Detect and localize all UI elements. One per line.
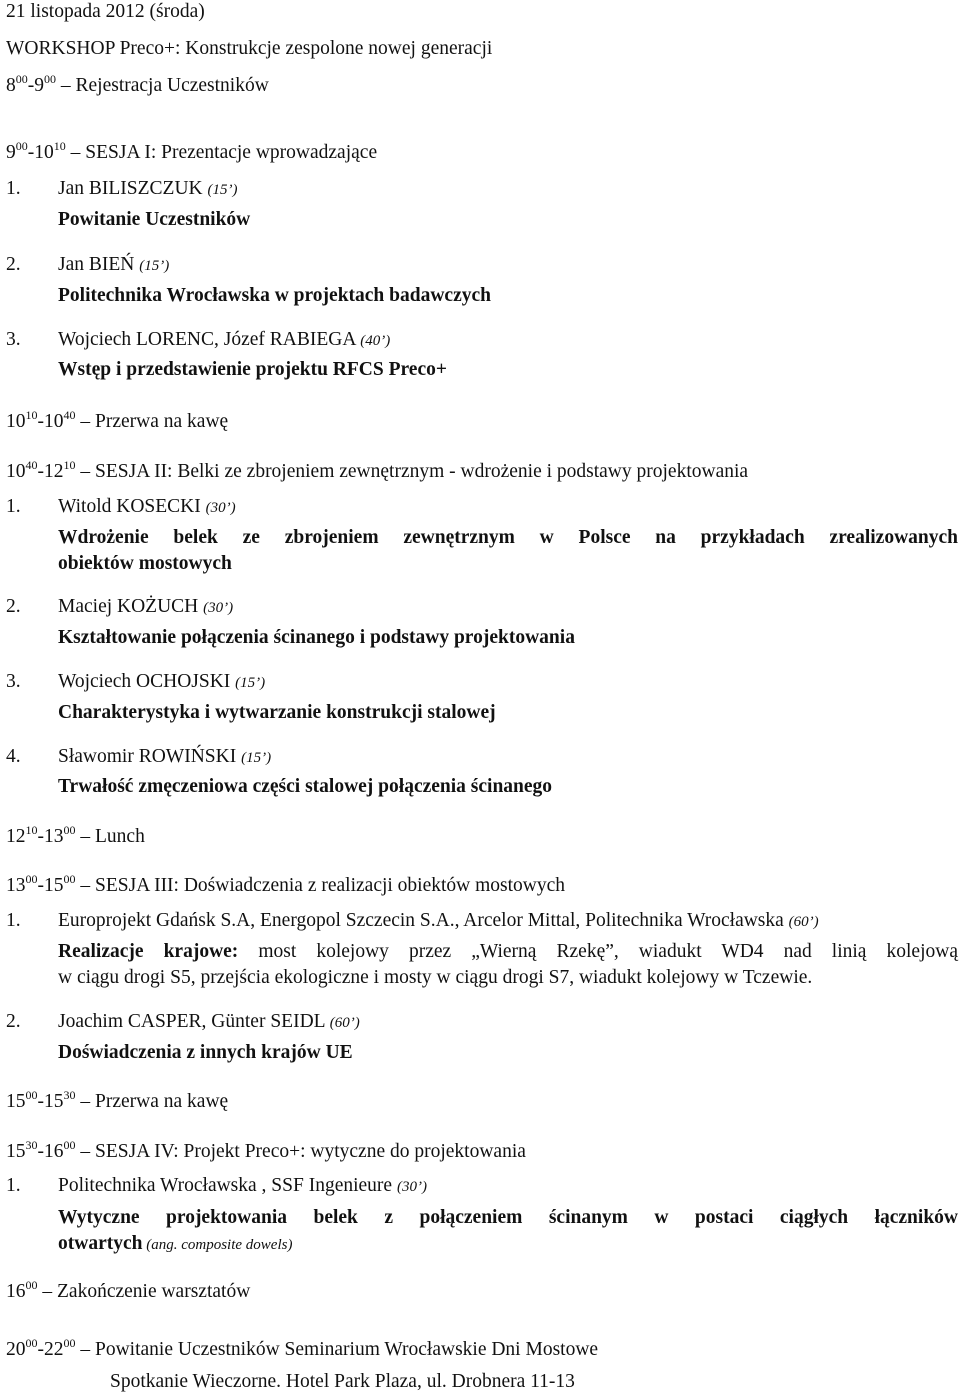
list-number: 4. bbox=[6, 746, 21, 767]
duration: (15’) bbox=[207, 182, 238, 198]
duration: (15’) bbox=[235, 675, 266, 691]
list-number: 3. bbox=[6, 671, 21, 692]
speaker-line: Jan BIEŃ (15’) bbox=[58, 254, 170, 275]
speaker-line: Sławomir ROWIŃSKI (15’) bbox=[58, 746, 272, 767]
list-number: 2. bbox=[6, 1011, 21, 1032]
duration: (15’) bbox=[139, 258, 170, 274]
session-2-label: SESJA II: Belki ze zbrojeniem zewnętrznym - wdrożenie i podstawy projektowania bbox=[95, 461, 749, 482]
registration-row: $8^{00}-9^{00}$ – Rejestracja Uczestników bbox=[6, 72, 269, 96]
talk-title: Kształtowanie połączenia ścinanego i podstawy projektowania bbox=[58, 627, 575, 648]
talk-title: Wdrożenie belek ze zbrojeniem zewnętrznym w Polsce na przykładach zrealizowanych bbox=[58, 527, 958, 548]
duration: (15’) bbox=[241, 750, 272, 766]
duration: (40’) bbox=[360, 333, 391, 349]
session-1-label: SESJA I: Prezentacje wprowadzające bbox=[85, 142, 378, 163]
coffee-break-1: $10^{10}-10^{40}$ – Przerwa na kawę bbox=[6, 408, 229, 432]
speaker-line: Joachim CASPER, Günter SEIDL (60’) bbox=[58, 1011, 360, 1032]
closing-row: $16^{00}$ – Zakończenie warsztatów bbox=[6, 1278, 251, 1302]
talk-title: Charakterystyka i wytwarzanie konstrukcji stalowej bbox=[58, 702, 496, 723]
note: (ang. composite dowels) bbox=[142, 1237, 293, 1253]
speaker-line: Maciej KOŻUCH (30’) bbox=[58, 596, 234, 617]
session-4-heading: $15^{30}-16^{00}$ – SESJA IV: Projekt Preco+: wytyczne do projektowania bbox=[6, 1138, 526, 1162]
list-number: 2. bbox=[6, 254, 21, 275]
speaker-line: Politechnika Wrocławska , SSF Ingenieure (30’) bbox=[58, 1175, 427, 1196]
lunch-row: $12^{10}-13^{00}$ – Lunch bbox=[6, 823, 145, 847]
list-number: 1. bbox=[6, 1175, 21, 1196]
talk-title: Powitanie Uczestników bbox=[58, 209, 251, 230]
talk-title-continued: otwartych (ang. composite dowels) bbox=[58, 1233, 293, 1254]
list-number: 2. bbox=[6, 596, 21, 617]
duration: (30’) bbox=[203, 600, 234, 616]
session-2-heading: $10^{40}-12^{10}$ – SESJA II: Belki ze zbrojeniem zewnętrznym - wdrożenie i podstawy projektowania bbox=[6, 458, 749, 482]
evening-row: $20^{00}-22^{00}$ – Powitanie Uczestników Seminarium Wrocławskie Dni Mostowe bbox=[6, 1336, 599, 1360]
session-3-heading: $13^{00}-15^{00}$ – SESJA III: Doświadczenia z realizacji obiektów mostowych bbox=[6, 872, 566, 896]
workshop-title: WORKSHOP Preco+: Konstrukcje zespolone nowej generacji bbox=[6, 38, 493, 59]
duration: (60’) bbox=[788, 914, 819, 930]
talk-title-continued: obiektów mostowych bbox=[58, 553, 232, 574]
speaker-line: Witold KOSECKI (30’) bbox=[58, 496, 236, 517]
list-number: 3. bbox=[6, 329, 21, 350]
list-number: 1. bbox=[6, 496, 21, 517]
list-number: 1. bbox=[6, 910, 21, 931]
speaker-line: Wojciech OCHOJSKI (15’) bbox=[58, 671, 266, 692]
coffee-break-2: $15^{00}-15^{30}$ – Przerwa na kawę bbox=[6, 1088, 229, 1112]
talk-title: Trwałość zmęczeniowa części stalowej połączenia ścinanego bbox=[58, 776, 553, 797]
registration-label: Rejestracja Uczestników bbox=[75, 75, 269, 96]
talk-description-continued: w ciągu drogi S5, przejścia ekologiczne i mosty w ciągu drogi S7, wiadukt kolejowy w Tczewie. bbox=[58, 967, 813, 988]
talk-title: Wytyczne projektowania belek z połączeniem ścinanym w postaci ciągłych łączników bbox=[58, 1207, 958, 1228]
speaker-line: Jan BILISZCZUK (15’) bbox=[58, 178, 238, 199]
evening-venue: Spotkanie Wieczorne. Hotel Park Plaza, ul. Drobnera 11-13 bbox=[110, 1371, 575, 1392]
session-3-label: SESJA III: Doświadczenia z realizacji obiektów mostowych bbox=[95, 875, 566, 896]
talk-title: Politechnika Wrocławska w projektach badawczych bbox=[58, 285, 491, 306]
talk-title: Doświadczenia z innych krajów UE bbox=[58, 1042, 353, 1063]
duration: (30’) bbox=[396, 1179, 427, 1195]
session-4-label: SESJA IV: Projekt Preco+: wytyczne do projektowania bbox=[95, 1141, 526, 1162]
speaker-line: Europrojekt Gdańsk S.A, Energopol Szczecin S.A., Arcelor Mittal, Politechnika Wrocławska (60’) bbox=[58, 910, 819, 931]
talk-title: Wstęp i przedstawienie projektu RFCS Preco+ bbox=[58, 359, 447, 380]
duration: (30’) bbox=[205, 500, 236, 516]
speaker-line: Wojciech LORENC, Józef RABIEGA (40’) bbox=[58, 329, 391, 350]
duration: (60’) bbox=[329, 1015, 360, 1031]
date-heading: 21 listopada 2012 (środa) bbox=[6, 1, 205, 22]
session-1-heading: $9^{00}-10^{10}$ – SESJA I: Prezentacje wprowadzające bbox=[6, 139, 378, 163]
talk-description: Realizacje krajowe: most kolejowy przez „Wierną Rzekę”, wiadukt WD4 nad linią kolejową bbox=[58, 941, 958, 962]
list-number: 1. bbox=[6, 178, 21, 199]
